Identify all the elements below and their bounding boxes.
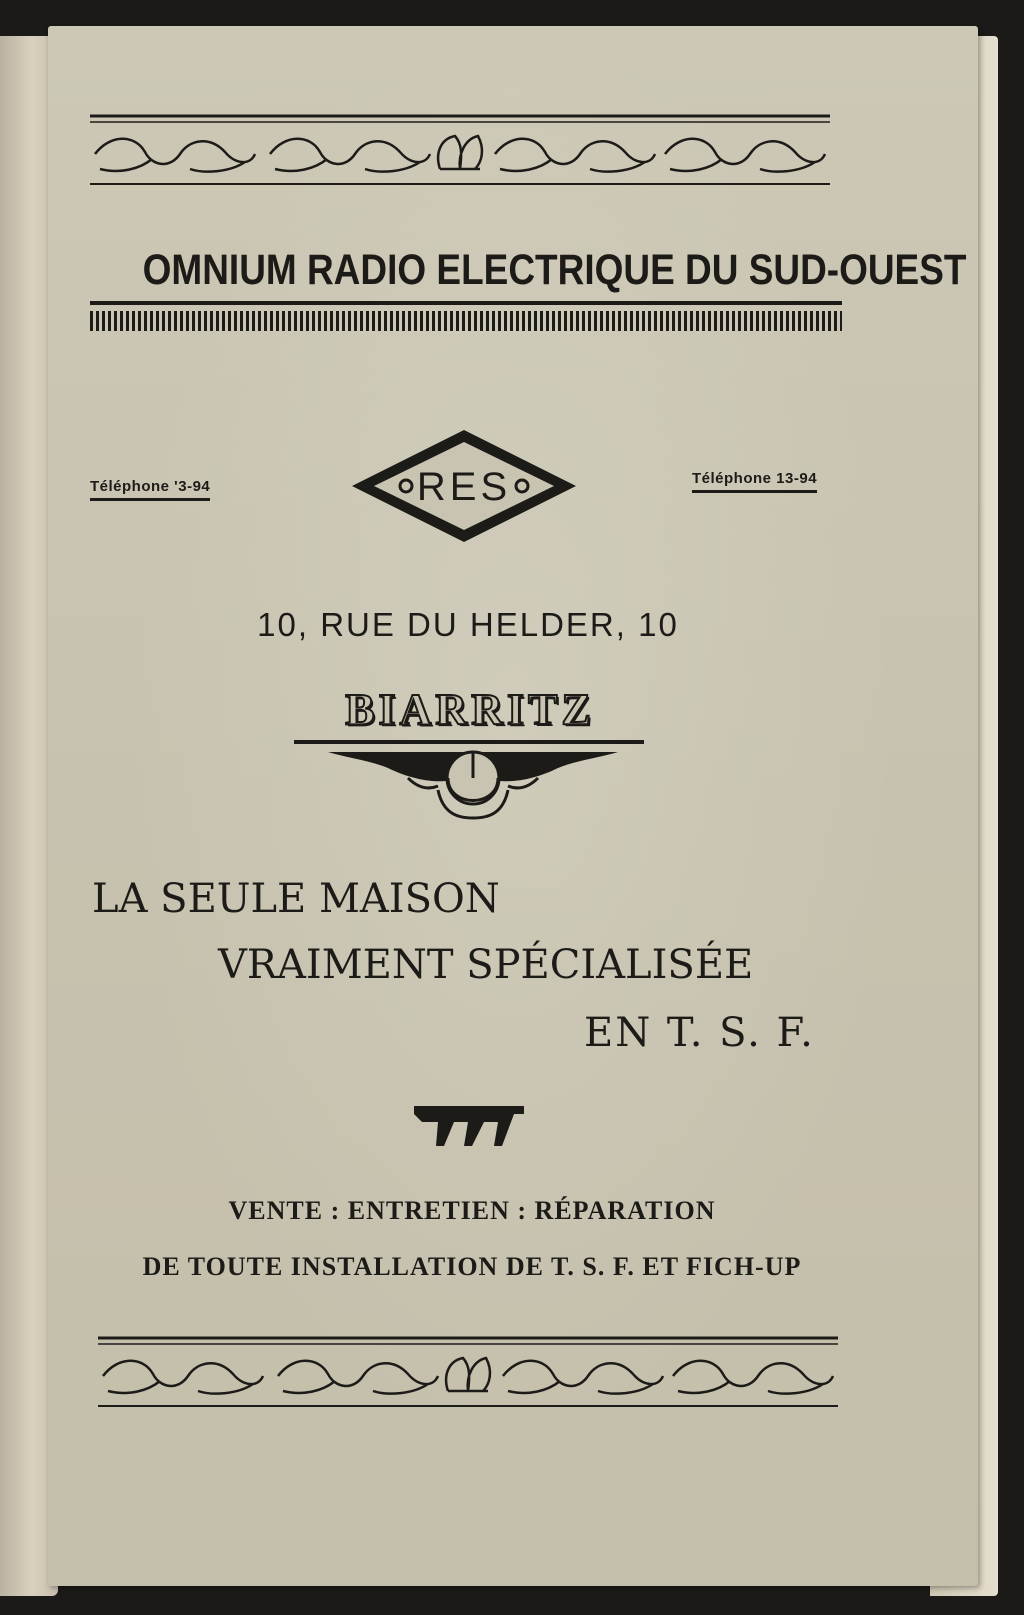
logo-letters: RES xyxy=(416,465,512,509)
divider-mark xyxy=(414,1106,524,1150)
phone-left: Téléphone '3-94 xyxy=(90,478,210,501)
floral-band-icon xyxy=(98,1336,838,1412)
tagline-line-3: EN T. S. F. xyxy=(584,1010,815,1056)
floral-flourish-icon xyxy=(298,738,648,828)
bottom-ornament-border xyxy=(98,1336,838,1412)
services-line-1: VENTE : ENTRETIEN : RÉPARATION xyxy=(228,1196,716,1225)
phone-right: Téléphone 13-94 xyxy=(692,470,817,493)
company-name: OMNIUM RADIO ELECTRIQUE DU SUD-OUEST xyxy=(142,246,967,294)
top-ornament-border xyxy=(90,114,830,190)
street-address: 10, RUE DU HELDER, 10 xyxy=(257,606,679,643)
services-line-2: DE TOUTE INSTALLATION DE T. S. F. ET FICH-UP xyxy=(142,1252,802,1281)
diamond-emblem-icon xyxy=(348,426,580,546)
hatched-rule xyxy=(90,311,842,331)
stepped-block-mark-icon xyxy=(414,1106,524,1150)
floral-band-icon xyxy=(90,114,830,190)
city-name: BIARRITZ xyxy=(345,685,595,734)
res-logo xyxy=(348,426,580,546)
city-flourish xyxy=(298,738,648,828)
tagline-line-2: VRAIMENT SPÉCIALISÉE xyxy=(218,942,754,988)
tagline-line-1: LA SEULE MAISON xyxy=(92,876,500,922)
title-rule xyxy=(90,301,842,305)
document-page xyxy=(48,26,978,1586)
